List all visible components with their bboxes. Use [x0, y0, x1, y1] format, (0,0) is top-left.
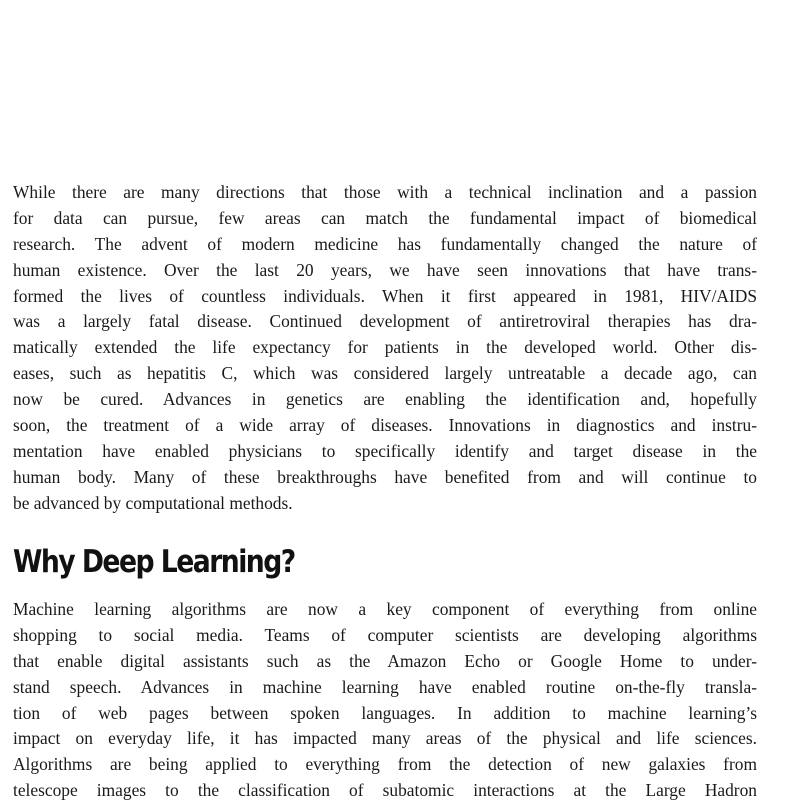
paragraph-line: for data can pursue, few areas can match the fundamental impact of biomedical — [13, 207, 757, 228]
section-heading: Why Deep Learning? — [13, 544, 295, 580]
paragraph-line: now be cured. Advances in genetics are enabling the identification and, hopefully — [13, 389, 757, 410]
paragraph-line: While there are many directions that those with a technical inclination and a passion — [13, 182, 757, 202]
paragraph-line: matically extended the life expectancy for patients in the developed world. Other dis- — [13, 337, 757, 358]
paragraph-line: Algorithms are being applied to everything from the detection of new galaxies from — [13, 754, 757, 775]
paragraph-line: that enable digital assistants such as the Amazon Echo or Google Home to under- — [13, 650, 757, 671]
paragraph-line: formed the lives of countless individuals. When it first appeared in 1981, HIV/AIDS — [13, 285, 757, 306]
paragraph-line: tion of web pages between spoken languages. In addition to machine learning’s — [13, 702, 757, 723]
paragraph-line: was a largely fatal disease. Continued development of antiretroviral therapies has dra- — [13, 311, 757, 332]
paragraph-line: stand speech. Advances in machine learning have enabled routine on-the-fly transla- — [13, 676, 757, 697]
section-paragraph — [13, 597, 757, 800]
paragraph-line: research. The advent of modern medicine has fundamentally changed the nature of — [13, 233, 757, 254]
paragraph-line: impact on everyday life, it has impacted many areas of the physical and life sciences. — [13, 728, 757, 749]
paragraph-line: eases, such as hepatitis C, which was considered largely untreatable a decade ago, can — [13, 363, 757, 384]
paragraph-line: human existence. Over the last 20 years, we have seen innovations that have trans- — [13, 259, 757, 280]
paragraph-line: shopping to social media. Teams of computer scientists are developing algorithms — [13, 624, 757, 645]
paragraph-line: mentation have enabled physicians to specifically identify and target disease in the — [13, 440, 757, 461]
intro-paragraph — [13, 180, 757, 517]
paragraph-line: human body. Many of these breakthroughs have benefited from and will continue to — [13, 466, 757, 487]
paragraph-line: Machine learning algorithms are now a key component of everything from online — [13, 599, 757, 619]
paragraph-line: soon, the treatment of a wide array of diseases. Innovations in diagnostics and instru- — [13, 415, 757, 436]
paragraph-line: telescope images to the classification of subatomic interactions at the Large Hadron — [13, 780, 757, 800]
paragraph-line: be advanced by computational methods. — [13, 492, 293, 513]
